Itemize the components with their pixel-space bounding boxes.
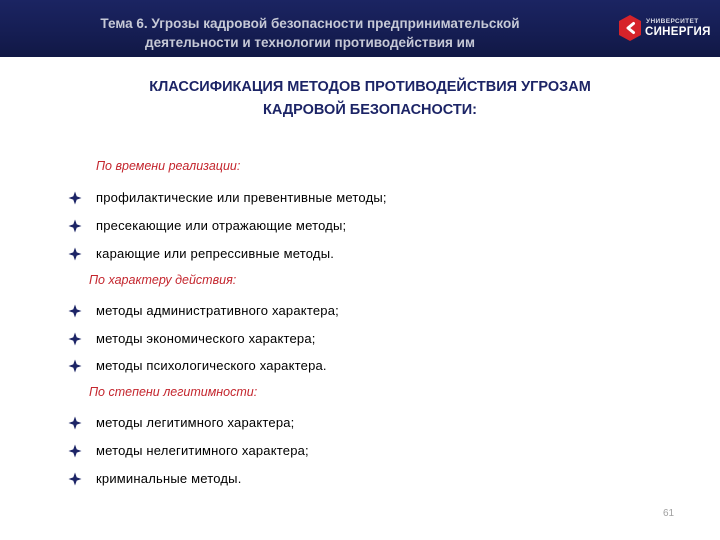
- diamond-bullet-icon: [68, 359, 82, 373]
- logo-name: СИНЕРГИЯ: [645, 26, 711, 38]
- section-title: По степени легитимности:: [89, 385, 258, 399]
- list-item-text: пресекающие или отражающие методы;: [96, 218, 347, 233]
- list-item-text: профилактические или превентивные методы;: [96, 190, 387, 205]
- diamond-bullet-icon: [68, 332, 82, 346]
- list-item-text: методы экономического характера;: [96, 331, 316, 346]
- list-item-text: методы административного характера;: [96, 303, 339, 318]
- list-item-text: методы нелегитимного характера;: [96, 443, 309, 458]
- diamond-bullet-icon: [68, 247, 82, 261]
- list-item-text: карающие или репрессивные методы.: [96, 246, 335, 261]
- diamond-bullet-icon: [68, 219, 82, 233]
- university-logo: [618, 14, 716, 44]
- slide-header: [0, 0, 720, 57]
- list-item-text: криминальные методы.: [96, 471, 242, 486]
- page-number: 61: [663, 508, 675, 519]
- section-title: По времени реализации:: [96, 159, 241, 173]
- diamond-bullet-icon: [68, 444, 82, 458]
- header-title: Тема 6. Угрозы кадровой безопасности предпринимательской деятельности и технологии противодействия им: [100, 16, 520, 50]
- diamond-bullet-icon: [68, 191, 82, 205]
- section-title: По характеру действия:: [89, 273, 237, 287]
- slide-heading: КЛАССИФИКАЦИЯ МЕТОДОВ ПРОТИВОДЕЙСТВИЯ УГРОЗАМ КАДРОВОЙ БЕЗОПАСНОСТИ:: [149, 79, 591, 118]
- diamond-bullet-icon: [68, 472, 82, 486]
- diamond-bullet-icon: [68, 416, 82, 430]
- logo-top-text: УНИВЕРСИТЕТ: [646, 18, 699, 25]
- synergy-logo-icon: [618, 14, 642, 42]
- list-item-text: методы психологического характера.: [96, 358, 327, 373]
- list-item-text: методы легитимного характера;: [96, 415, 295, 430]
- diamond-bullet-icon: [68, 304, 82, 318]
